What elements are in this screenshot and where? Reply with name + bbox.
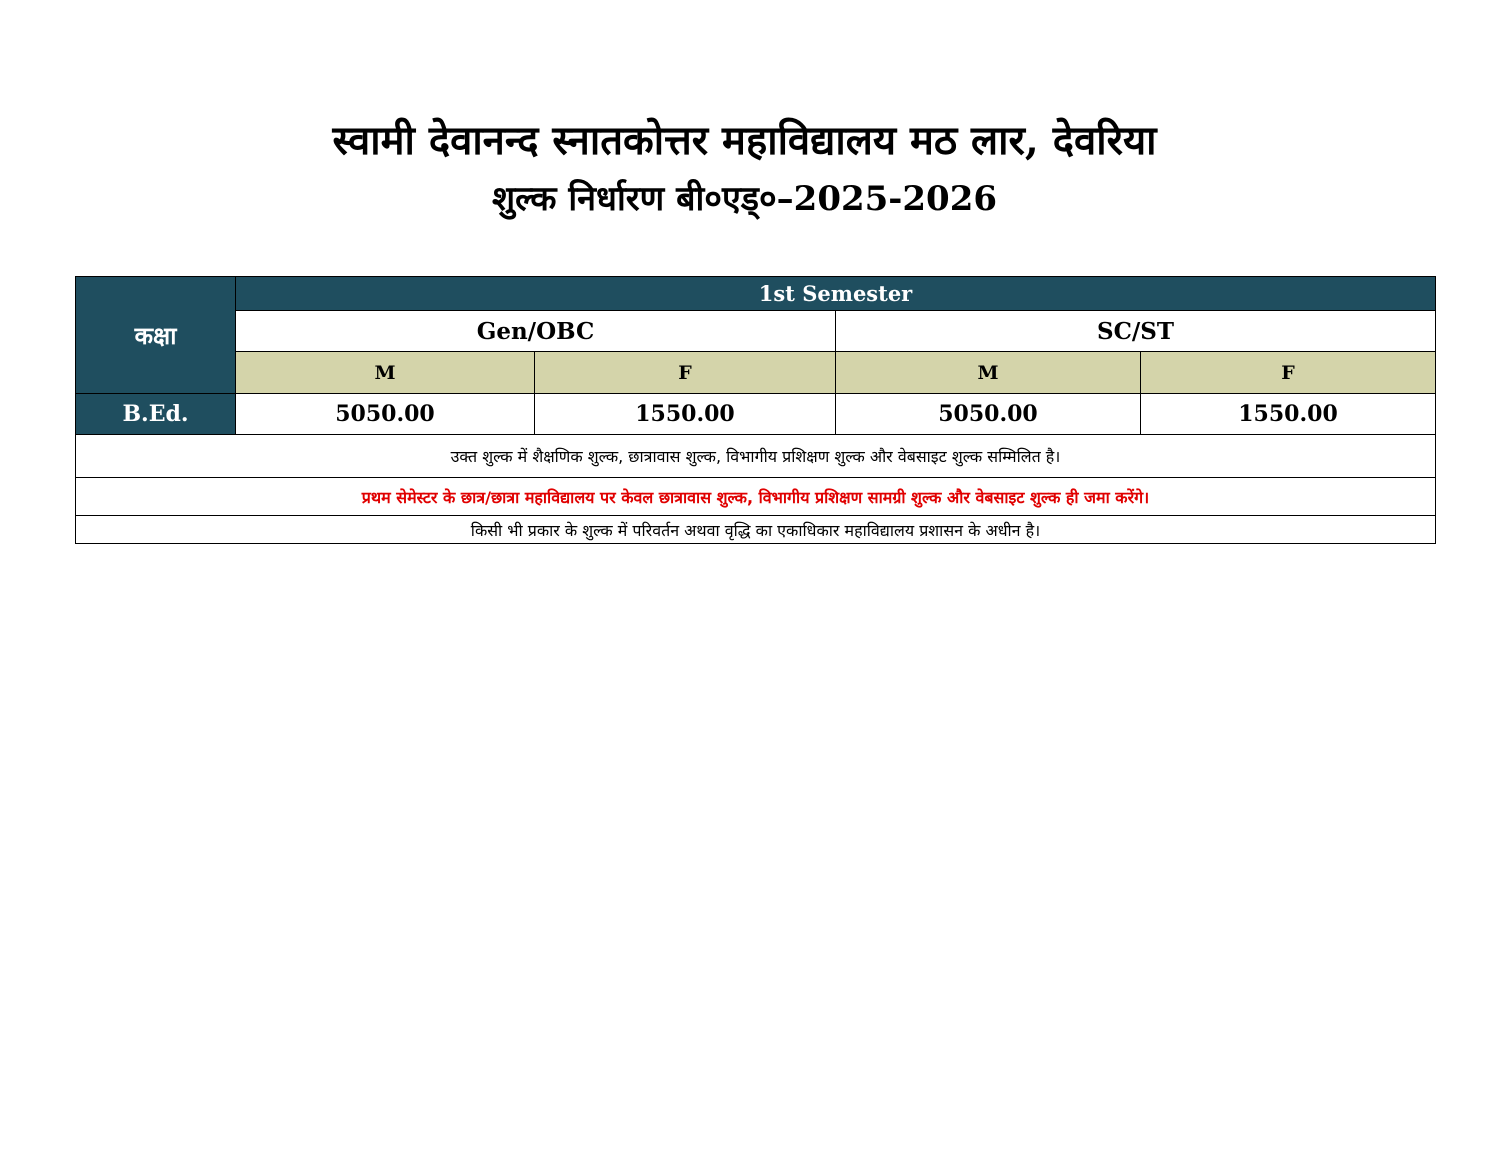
gender-header-gen-f: F: [535, 352, 836, 394]
gender-header-sc-m: M: [836, 352, 1141, 394]
semester-header: 1st Semester: [236, 277, 1436, 311]
college-title: स्वामी देवानन्द स्नातकोत्तर महाविद्यालय मठ लार, देवरिया: [332, 117, 1157, 164]
fee-gen-f: 1550.00: [535, 394, 836, 435]
fee-sc-f: 1550.00: [1141, 394, 1436, 435]
note-first-semester: प्रथम सेमेस्टर के छात्र/छात्रा महाविद्यालय पर केवल छात्रावास शुल्क, विभागीय प्रशिक्षण सामग्री शुल्क और वेबसाइट शुल्क ही जमा करेंगे।: [76, 478, 1436, 516]
note-fee-change-rights: किसी भी प्रकार के शुल्क में परिवर्तन अथवा वृद्धि का एकाधिकार महाविद्यालय प्रशासन के अधीन है।: [76, 516, 1436, 544]
fee-sc-m: 5050.00: [836, 394, 1141, 435]
note-fee-includes: उक्त शुल्क में शैक्षणिक शुल्क, छात्रावास शुल्क, विभागीय प्रशिक्षण शुल्क और वेबसाइट शुल्क सम्मिलित है।: [76, 435, 1436, 478]
fee-table: [75, 276, 1436, 544]
gender-header-gen-m: M: [236, 352, 535, 394]
category-gen-obc-header: Gen/OBC: [236, 311, 836, 352]
class-header: कक्षा: [76, 277, 236, 394]
table-row: [76, 394, 1436, 435]
category-sc-st-header: SC/ST: [836, 311, 1436, 352]
course-name: B.Ed.: [76, 394, 236, 435]
fee-gen-m: 5050.00: [236, 394, 535, 435]
gender-header-sc-f: F: [1141, 352, 1436, 394]
fee-structure-title: शुल्क निर्धारण बी०एड्०–2025-2026: [491, 179, 998, 219]
